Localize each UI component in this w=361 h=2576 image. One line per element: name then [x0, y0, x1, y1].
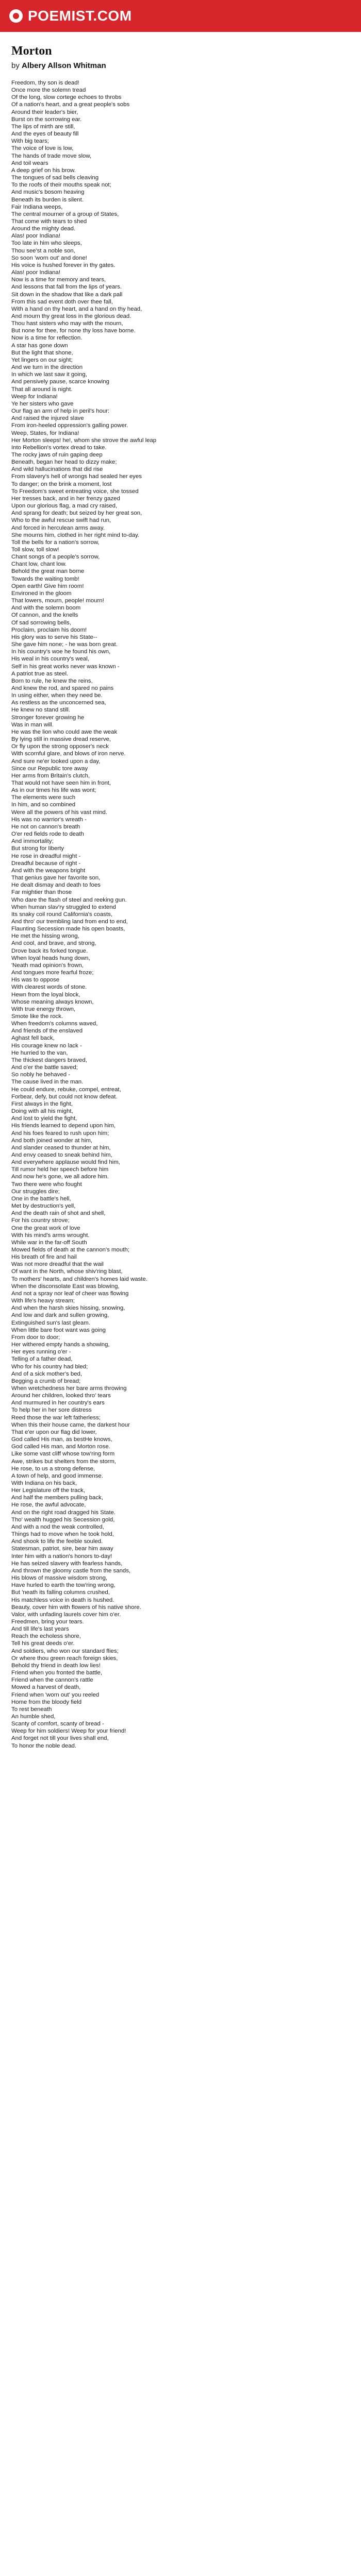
poem-line: And the death rain of shot and shell,	[11, 1210, 106, 1217]
poem-line: The tongues of sad bells cleaving	[11, 175, 99, 181]
byline-prefix: by	[11, 61, 20, 70]
poem-line: Dreadful because of right -	[11, 860, 81, 867]
poem-line: And forget not till your lives shall end,	[11, 1735, 109, 1742]
poem-line: Her arms from Britain's clutch,	[11, 772, 90, 779]
poem-line: A deep grief on his brow.	[11, 167, 76, 174]
poem-line: But strong for liberty	[11, 845, 64, 852]
poem-line: Yet lingers on our sight;	[11, 357, 73, 363]
poem-line: Of want in the North, whose shiv'ring blast,	[11, 1268, 123, 1275]
author-link[interactable]: Albery Allson Whitman	[22, 61, 106, 70]
poem-line: Our struggles dire;	[11, 1188, 60, 1195]
poem-line: Friend when 'worn out' you reeled	[11, 1691, 100, 1698]
poem-body	[11, 79, 350, 1750]
poem-line: Tho' wealth hugged his Secession gold,	[11, 1516, 115, 1523]
poem-line: And raised the injured slave	[11, 415, 84, 422]
poem-line: And sure ne'er looked upon a day,	[11, 758, 101, 765]
poem-line: As restless as the unconcerned sea,	[11, 700, 106, 706]
poem-line: The rocky jaws of ruin gaping deep	[11, 451, 103, 458]
poem-line: Of sad sorrowing bells,	[11, 619, 71, 626]
poem-line: In which we last saw it going,	[11, 371, 87, 378]
poem-line: And everywhere applause would find him,	[11, 1159, 120, 1166]
poem-line: And envy ceased to sneak behind him,	[11, 1151, 112, 1158]
poem-line: Around their leader's bier,	[11, 109, 78, 115]
poem-line: Of cannon, and the knells	[11, 612, 78, 619]
site-logo[interactable]	[9, 8, 132, 24]
poem-line: For his country strove;	[11, 1217, 70, 1224]
poem-line: Behold the great man borne	[11, 568, 85, 575]
poem-line: Reed those the war left fatherless;	[11, 1414, 101, 1421]
poem-line: He was the lion who could awe the weak	[11, 728, 118, 735]
poem-line: To honor the noble dead.	[11, 1742, 77, 1749]
poem-line: Once more the solemn tread	[11, 87, 86, 94]
poem-line: Our flag an arm of help in peril's hour:	[11, 408, 110, 415]
poem-line: Self in his great works never was known -	[11, 663, 120, 670]
poem-line: And lessons that fall from the lips of years.	[11, 284, 122, 291]
poem-line: And soldiers, who won our standard flies;	[11, 1648, 119, 1654]
poem-title: Morton	[11, 44, 52, 58]
poem-line: To danger; on the brink a moment, lost	[11, 481, 112, 487]
poem-line: Whose meaning always known,	[11, 998, 94, 1005]
poem-line: He hurried to the van,	[11, 1049, 68, 1056]
poem-line: A star has gone down	[11, 342, 68, 349]
poem-line: The elements were such	[11, 794, 76, 801]
poem-line: And we turn in the direction	[11, 364, 83, 371]
poem-line: 'Neath mad opinion's frown,	[11, 962, 84, 969]
poem-line: With a hand on thy heart, and a hand on thy head,	[11, 306, 142, 312]
poem-line: That genius gave her favorite son,	[11, 875, 101, 882]
poem-line: Things had to move when he took hold,	[11, 1531, 114, 1538]
poem-line: The central mourner of a group of States,	[11, 211, 119, 217]
poem-line: And thrown the gloomy castle from the sands,	[11, 1567, 131, 1574]
poem-line: Of the long, slow cortege echoes to throbs	[11, 94, 122, 101]
poem-line: While war in the far-off South	[11, 1239, 87, 1246]
poem-line: Into Rebellion's vortex dread to take.	[11, 444, 107, 451]
poem-line: So nobly he behaved -	[11, 1072, 70, 1078]
poem-line: Freedom, thy son is dead!	[11, 80, 79, 86]
poem-line: Weep for him soldiers! Weep for your friend!	[11, 1728, 126, 1735]
poem-line: Upon our glorious flag, a mad cry raised,	[11, 503, 118, 510]
poem-line: His was to oppose	[11, 977, 60, 984]
poem-line: Drove back its forked tongue.	[11, 947, 88, 954]
site-header	[0, 0, 361, 32]
poem-line: Open earth! Give him room!	[11, 583, 84, 589]
poem-line: Of a nation's heart, and a great people's sobs	[11, 101, 130, 108]
poem-line: When little bare foot want was going	[11, 1327, 106, 1333]
poem-line: Have hurled to earth the tow'ring wrong,	[11, 1582, 116, 1589]
poem-line: From iron-heeled oppression's galling power.	[11, 422, 128, 429]
poem-line: Chant low, chant low.	[11, 561, 67, 568]
poem-line: By lying still in massive dread reserve,	[11, 736, 111, 743]
poem-line: In using either, when they need be.	[11, 692, 103, 699]
poem-line: He rose, the awful advocate,	[11, 1502, 86, 1509]
poem-line: With true energy thrown,	[11, 1006, 76, 1012]
poem-line: She gave him none; - he was born great.	[11, 641, 118, 648]
poem-line: Till rumor held her speech before him	[11, 1166, 109, 1173]
poem-line: So soon 'worn out' and done!	[11, 255, 87, 261]
poem-line: In his country's woe he found his own,	[11, 649, 111, 655]
poem-line: And the eyes of beauty fill	[11, 131, 79, 138]
poem-line: Behold thy friend in death low lies!	[11, 1662, 101, 1669]
poem-line: The lips of mirth are still,	[11, 123, 75, 130]
poem-line: Now is a time for memory and tears,	[11, 277, 106, 283]
poem-line: Its snaky coil round California's coasts,	[11, 911, 112, 918]
poem-line: Since our Republic tore away	[11, 765, 88, 772]
poem-line: From door to door;	[11, 1334, 60, 1341]
poem-line: But 'neath its falling columns crushed,	[11, 1589, 110, 1596]
poem-line: And with the solemn boom	[11, 605, 81, 612]
poem-line: Flaunting Secession made his open boasts,	[11, 926, 125, 933]
poem-line: Alas! poor Indiana!	[11, 269, 60, 276]
poem-line: Home from the bloody field	[11, 1699, 82, 1705]
poem-content	[0, 32, 361, 1750]
poem-line: Her eyes running o'er -	[11, 1349, 71, 1355]
poem-line: And friends of the enslaved	[11, 1028, 83, 1035]
poem-line: The voice of love is low,	[11, 145, 74, 152]
poem-line: Hewn from the loyal block,	[11, 991, 80, 998]
poem-line: Who to the awful rescue swift had run,	[11, 517, 111, 524]
poem-line: With Indiana on his back,	[11, 1480, 77, 1486]
poem-line: He has seized slavery with fearless hands,	[11, 1560, 123, 1567]
poem-line: With life's heavy stream;	[11, 1298, 75, 1304]
poem-line: Ye her sisters who gave	[11, 400, 74, 407]
poem-line: Alas! poor Indiana!	[11, 233, 60, 240]
poem-line: Weep for Indiana!	[11, 393, 58, 400]
poem-line: His was no warrior's wreath -	[11, 816, 87, 823]
poem-line: Thou hast sisters who may with the mourn,	[11, 320, 123, 327]
poem-line: He rose, to us a strong defense,	[11, 1465, 95, 1472]
poem-line: Was not more dreadful that the wail	[11, 1261, 104, 1268]
poem-line: Friend when you fronted the battle,	[11, 1670, 103, 1676]
poem-line: Mowed a harvest of death,	[11, 1684, 81, 1691]
poem-line: A patriot true as steel.	[11, 670, 69, 677]
poem-line: And sprang for death; but seized by her great son,	[11, 510, 142, 517]
poem-line: Like some vast cliff whose tow'ring form	[11, 1451, 115, 1458]
poem-line: Was in man will.	[11, 721, 54, 728]
poem-line: And pensively pause, scarce knowing	[11, 379, 109, 385]
poem-line: Weep, States, for Indiana!	[11, 430, 79, 436]
poem-line: Chant songs of a people's sorrow,	[11, 554, 100, 561]
poem-line: With scornful glare, and blows of iron nerve.	[11, 751, 126, 757]
poem-line: Her tresses back, and in her frenzy gazed	[11, 495, 120, 502]
poem-line: And knew the rod, and spared no pains	[11, 685, 114, 691]
poem-line: He met the hissing wrong,	[11, 933, 79, 940]
poem-line: That all around is night.	[11, 386, 73, 393]
poem-line: Doing with all his might,	[11, 1108, 73, 1115]
poem-line: One the great work of love	[11, 1225, 80, 1231]
poem-line: And on the right road dragged his State.	[11, 1509, 116, 1516]
poem-line: That e'er upon our flag did lower,	[11, 1429, 97, 1435]
poem-line: Statesman, patriot, sire, bear him away	[11, 1546, 113, 1552]
poem-line: When loyal heads hung down,	[11, 955, 90, 961]
poem-line: God called His man, and Morton rose.	[11, 1444, 110, 1450]
poem-line: God called His man, as bestHe knows,	[11, 1436, 112, 1443]
poem-line: And lost to yield the fight,	[11, 1115, 77, 1122]
poem-line: Awe, strikes but shelters from the storm,	[11, 1458, 116, 1465]
poem-line: And mourn thy great loss in the glorious dead.	[11, 313, 132, 319]
poem-line: Her Legislature off the track,	[11, 1487, 85, 1494]
poem-line: And when the harsh skies hissing, snowing,	[11, 1305, 125, 1312]
poem-line: Aghast fell back,	[11, 1035, 55, 1042]
poem-line: Who dare the flash of steel and reeking gun.	[11, 896, 127, 903]
poem-line: To the roofs of their mouths speak not;	[11, 182, 111, 189]
poem-line: O'er red fields rode to death	[11, 831, 84, 838]
poem-line: She mourns him, clothed in her right mind to-day.	[11, 532, 139, 538]
poem-line: And with a nod the weak controlled,	[11, 1523, 104, 1530]
poem-line: His courage knew no lack -	[11, 1042, 82, 1049]
poem-line: And forced in herculean arms away.	[11, 524, 105, 531]
poem-line: And shook to life the feeble souled.	[11, 1538, 103, 1545]
poem-line: Beneath its burden is silent.	[11, 196, 84, 203]
poem-line: To mothers' hearts, and children's homes laid waste.	[11, 1276, 147, 1282]
poem-line: Now is a time for reflection.	[11, 335, 83, 342]
poem-line: And half the members pulling back,	[11, 1495, 103, 1501]
poem-line: And his foes feared to rush upon him;	[11, 1130, 109, 1137]
poem-line: Beneath, began her head to dizzy make;	[11, 459, 117, 466]
poem-line: But the light that shone,	[11, 349, 73, 356]
poem-line: His glory was to serve his State--	[11, 634, 97, 640]
poem-line: Stronger forever growing he	[11, 714, 85, 721]
poem-line: Two there were who fought	[11, 1181, 82, 1188]
poem-line: And music's bosom heaving	[11, 189, 85, 196]
poem-line: He knew no stand still.	[11, 707, 70, 714]
poem-line: Telling of a father dead,	[11, 1356, 73, 1363]
poem-line: And low and dark and sullen growing,	[11, 1312, 109, 1319]
poem-line: When wretchedness her bare arms throwing	[11, 1385, 127, 1392]
poem-line: He dealt dismay and death to foes	[11, 882, 101, 889]
poem-line: His blows of massive wisdom strong,	[11, 1575, 108, 1582]
poem-line: Around the mighty dead.	[11, 226, 76, 232]
poem-line: Thou see'st a noble son,	[11, 247, 75, 254]
poem-line: And not a spray nor leaf of cheer was flowing	[11, 1290, 129, 1297]
poem-line: An humble shed,	[11, 1714, 56, 1720]
poem-line: From slavery's hell of wrongs had sealed her eyes	[11, 473, 142, 480]
poem-line: Met by destruction's yell,	[11, 1203, 76, 1210]
poem-line: But none for thee, for none thy loss have borne.	[11, 328, 136, 334]
poem-line: Were all the powers of his vast mind.	[11, 809, 107, 816]
poem-line: And of a sick mother's bed,	[11, 1370, 83, 1377]
poem-line: He could endure, rebuke, compel, entreat,	[11, 1086, 121, 1093]
poem-line: Proclaim, proclaim his doom!	[11, 626, 87, 633]
poem-line: His voice is hushed forever in thy gates.	[11, 262, 116, 268]
poem-line: That lowers, mourn, people! mourn!	[11, 598, 104, 604]
poem-line: Too late in him who sleeps,	[11, 240, 82, 247]
poem-line: One in the battle's hell,	[11, 1195, 71, 1202]
poem-line: Mowed fields of death at the cannon's mouth;	[11, 1247, 129, 1253]
logo-text: POEMIST.COM	[28, 8, 132, 24]
poem-line: Scanty of comfort, scanty of bread -	[11, 1721, 104, 1727]
poem-line: Freedmen, bring your tears.	[11, 1618, 84, 1625]
poem-line: Friend when the cannon's rattle	[11, 1677, 93, 1684]
poem-line: Environed in the gloom	[11, 590, 72, 597]
poem-line: With clearest words of stone.	[11, 984, 87, 991]
poem-line: And immortality;	[11, 838, 54, 845]
poem-line: Toll the bells for a nation's sorrow,	[11, 539, 100, 546]
poem-line: And till life's last years	[11, 1626, 69, 1633]
poem-line: Or where thou green reach foreign skies,	[11, 1655, 118, 1662]
poem-line: With his mind's arms wrought.	[11, 1232, 90, 1239]
poem-line: Toll slow, toll slow!	[11, 547, 59, 553]
poem-line: To help her in her sore distress	[11, 1407, 92, 1414]
poem-line: Smote like the rock.	[11, 1013, 63, 1020]
poem-line: And with the weapons bright	[11, 867, 86, 874]
poem-line: Towards the waiting tomb!	[11, 575, 79, 582]
poem-line: With big tears;	[11, 138, 49, 145]
poem-line: Inter him with a nation's honors to-day!	[11, 1553, 112, 1560]
poem-line: When the disconsolate East was blowing,	[11, 1283, 120, 1290]
poem-line: And slander ceased to thunder at him,	[11, 1144, 111, 1151]
poem-line: A town of help, and good immense.	[11, 1472, 103, 1479]
poem-line: Born to rule, he knew the reins,	[11, 677, 93, 684]
poem-line: And cool, and brave, and strong,	[11, 940, 96, 947]
poem-line: Begging a crumb of bread;	[11, 1378, 81, 1384]
byline	[11, 61, 350, 70]
poem-line: When human slav'ry struggled to extend	[11, 904, 116, 910]
poem-line: To Freedom's sweet entreating voice, she tossed	[11, 488, 139, 495]
poem-line: Reach the echoless shore,	[11, 1633, 81, 1640]
poem-line: From this sad event doth over thee fall,	[11, 298, 113, 305]
poem-line: He rose in dreadful might -	[11, 853, 81, 859]
poem-line: First always in the fight,	[11, 1100, 73, 1107]
poem-line: And murmured in her country's ears	[11, 1400, 105, 1406]
logo-icon	[9, 9, 23, 23]
poem-line: In him, and so combined	[11, 802, 76, 808]
poem-line: Or fly upon the strong opposer's neck	[11, 743, 109, 750]
poem-line: And wild hallucinations that did rise	[11, 466, 103, 473]
poem-line: Beauty, cover him with flowers of his native shore.	[11, 1604, 141, 1611]
poem-line: To rest beneath	[11, 1706, 52, 1713]
poem-line: When this their house came, the darkest hour	[11, 1421, 130, 1428]
poem-line: Fair Indiana weeps,	[11, 204, 63, 210]
poem-line: And now he's gone, we all adore him.	[11, 1174, 109, 1180]
poem-line: He not on cannon's breath	[11, 823, 80, 830]
poem-line: Who for his country had bled;	[11, 1363, 88, 1370]
poem-line: The cause lived in the man.	[11, 1079, 84, 1086]
poem-line: Around her children, looked thro' tears	[11, 1393, 111, 1399]
poem-line: That come with tears to shed	[11, 218, 87, 225]
poem-line: And both joined wonder at him,	[11, 1137, 93, 1144]
poem-line: His friends learned to depend upon him,	[11, 1123, 116, 1129]
poem-line: And thro' our trembling land from end to end,	[11, 918, 128, 925]
poem-line: And o'er the battle saved;	[11, 1064, 78, 1071]
poem-line: That would not have seen him in front,	[11, 780, 111, 786]
poem-line: Burst on the sorrowing ear.	[11, 116, 82, 123]
poem-line: Far mightier than those	[11, 889, 72, 896]
poem-line: The hands of trade move slow,	[11, 152, 92, 159]
poem-line: The thickest dangers braved,	[11, 1057, 87, 1063]
poem-line: Extinguished sun's last gleam.	[11, 1319, 90, 1326]
poem-line: Tell his great deeds o'er.	[11, 1640, 75, 1647]
poem-line: His matchless voice in death is hushed.	[11, 1597, 114, 1603]
poem-line: And toil wears	[11, 160, 48, 166]
poem-line: When freedom's columns waved,	[11, 1021, 98, 1027]
poem-line: His weal in his country's weal,	[11, 656, 89, 663]
poem-line: And tongues more fearful froze;	[11, 970, 94, 976]
poem-line: As in our times his life was wont;	[11, 787, 96, 794]
poem-line: His breath of fire and hail	[11, 1254, 77, 1261]
poem-line: Sit down in the shadow that like a dark pall	[11, 291, 123, 298]
poem-line: Forbear, defy, but could not know defeat.	[11, 1093, 118, 1100]
poem-line: Her Morton sleeps! he!, whom she strove the awful leap	[11, 437, 157, 444]
poem-line: Her withered empty hands a showing,	[11, 1342, 110, 1348]
poem-line: Valor, with unfading laurels cover him o'er.	[11, 1611, 121, 1618]
